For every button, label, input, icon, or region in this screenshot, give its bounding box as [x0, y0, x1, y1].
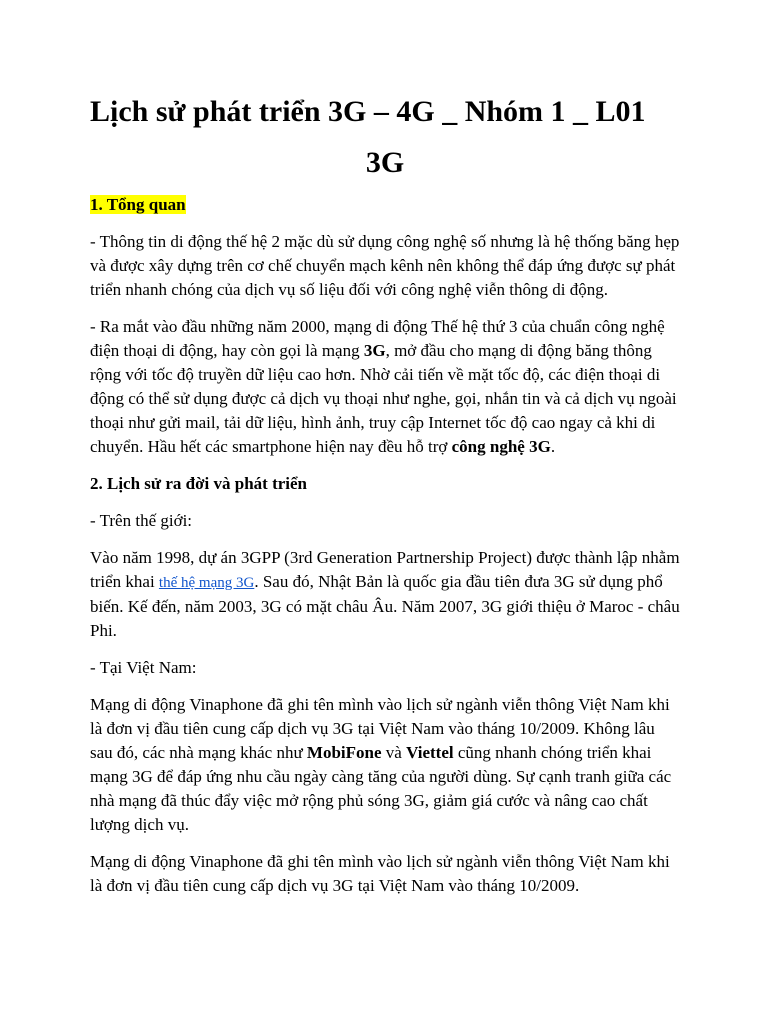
heading-history: 2. Lịch sử ra đời và phát triển — [90, 474, 308, 493]
p2-bold-3g: 3G — [363, 341, 386, 360]
paragraph-2g-limitations: - Thông tin di động thế hệ 2 mặc dù sử dụng công nghệ số nhưng là hệ thống băng hẹp và được xây dựng trên cơ chế chuyển mạch kênh nên không thể đáp ứng được sự phát triển nhanh chóng của dịch vụ số liệu đối với công nghệ viễn thông di động. — [90, 232, 680, 299]
paragraph-3g-launch — [90, 315, 680, 459]
paragraph-worldwide-history — [90, 546, 680, 643]
p6-bold-viettel: Viettel — [406, 743, 454, 762]
p2-text-e: . — [550, 437, 556, 456]
p4-text-b: . Sau đó, Nhật Bản là quốc gia đầu tiên đưa 3G sử dụng phổ biến. Kế đến, năm 2003, 3G có mặt châu Âu. Năm 2007, 3G giới thiệu ở Maroc - châu Phi. — [90, 572, 680, 640]
document-title: Lịch sử phát triển 3G – 4G _ Nhóm 1 _ L01 — [90, 95, 646, 128]
link-3g-generation[interactable]: thế hệ mạng 3G — [158, 575, 255, 591]
p6-text-e: cũng nhanh chóng triển khai mạng 3G để đáp ứng nhu cầu ngày càng tăng của người dùng. Sự cạnh tranh giữa các nhà mạng đã thúc đẩy việc mở rộng phủ sóng 3G, giảm giá cước và nâng cao chất lượng dịch vụ. — [90, 743, 672, 834]
highlighted-heading-text: 1. Tổng quan — [90, 195, 186, 214]
p4-text-a: Vào năm 1998, dự án 3GPP (3rd Generation Partnership Project) được thành lập nhằm triển khai — [90, 548, 680, 591]
paragraph-vinaphone-first: Mạng di động Vinaphone đã ghi tên mình vào lịch sử ngành viễn thông Việt Nam khi là đơn vị đầu tiên cung cấp dịch vụ 3G tại Việt Nam vào tháng 10/2009. — [90, 852, 670, 895]
paragraph-worldwide-label: - Trên thế giới: — [90, 511, 193, 530]
p2-bold-3g-technology: công nghệ 3G — [451, 437, 551, 456]
paragraph-vietnam-history — [90, 693, 680, 837]
p6-text-c: và — [381, 743, 407, 762]
p2-text-a: - Ra mắt vào đầu những năm 2000, mạng di động Thế hệ thứ 3 của chuẩn công nghệ điện thoại di động, hay còn gọi là mạng — [90, 317, 665, 360]
p6-bold-mobifone: MobiFone — [306, 743, 382, 762]
p2-text-c: , mở đầu cho mạng di động băng thông rộng với tốc độ truyền dữ liệu cao hơn. Nhờ cải tiến về mặt tốc độ, các điện thoại di động có thể sử dụng được cả dịch vụ thoại như nghe, gọi, nhắn tin và cả dịch vụ ngoài thoại như gửi mail, tải dữ liệu, hình ảnh, truy cập Internet tốc độ cao ngay cả khi di chuyển. Hầu hết các smartphone hiện nay đều hỗ trợ — [90, 341, 677, 456]
heading-overview — [90, 193, 680, 217]
paragraph-vietnam-label: - Tại Việt Nam: — [90, 658, 197, 677]
p6-text-a: Mạng di động Vinaphone đã ghi tên mình vào lịch sử ngành viễn thông Việt Nam khi là đơn vị đầu tiên cung cấp dịch vụ 3G tại Việt Nam vào tháng 10/2009. Không lâu sau đó, các nhà mạng khác như — [90, 695, 670, 762]
section-title-3g: 3G — [365, 146, 405, 179]
